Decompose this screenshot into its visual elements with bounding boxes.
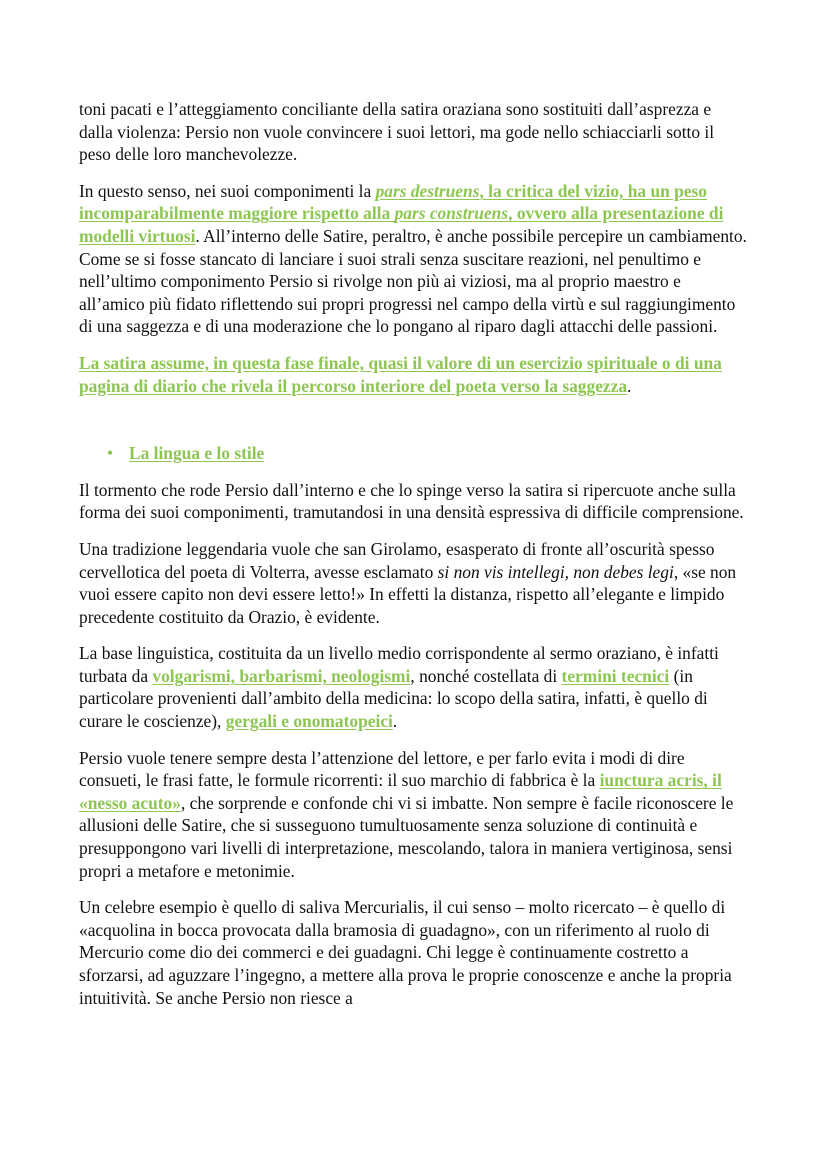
- section-spacer: [79, 411, 749, 442]
- highlight-modelli-virtuosi: , ovvero alla presentazione di modelli virtuosi: [79, 203, 724, 246]
- p5-text-b: , «se non vuoi essere capito non devi essere letto!» In effetti la distanza, rispetto all’elegante e limpido precedente costituito da Orazio, è evidente.: [79, 561, 737, 627]
- highlight-satira-finale: La satira assume, in questa fase finale, quasi il valore di un esercizio spirituale o di una pagina di diario che rivela il percorso interiore del poeta verso la saggezza: [79, 352, 722, 396]
- paragraph-6: [79, 642, 749, 732]
- p6-text-d: .: [392, 711, 398, 732]
- p6-text-c: (in particolare provenienti dall’ambito della medicina: lo scopo della satira, infatti, è quello di curare le coscienze),: [79, 665, 708, 732]
- paragraph-7: [79, 747, 749, 883]
- highlight-termini-tecnici: termini tecnici: [561, 665, 670, 686]
- highlight-iunctura-acris: iunctura acris, il «nesso acuto»: [79, 770, 722, 813]
- section-title: La lingua e lo stile: [129, 443, 265, 464]
- paragraph-1: toni pacati e l’atteggiamento conciliante della satira oraziana sono sostituiti dall’asprezza e dalla violenza: Persio non vuole convincere i suoi lettori, ma gode nello schiacciarli sotto il peso delle loro manchevolezze.: [79, 99, 715, 165]
- section-heading: [79, 442, 749, 465]
- p3-text-b: .: [627, 375, 632, 396]
- p7-text-a: Persio vuole tenere sempre desta l’attenzione del lettore, e per farlo evita i modi di dire consueti, le frasi fatte, le formule ricorrenti: il suo marchio di fabbrica è la: [79, 747, 685, 791]
- highlight-pars-destruens: pars destruens: [375, 180, 480, 201]
- p6-text-a: La base linguistica, costituita da un livello medio corrispondente al sermo oraziano, è infatti turbata da: [79, 643, 719, 686]
- p6-text-b: , nonché costellata di: [410, 665, 562, 686]
- highlight-critica-vizio: , la critica del vizio, ha un peso incomparabilmente maggiore rispetto alla: [79, 180, 707, 224]
- bullet-icon: •: [107, 443, 114, 464]
- p2-text-b: . All’interno delle Satire, peraltro, è anche possibile percepire un cambiamento. Come se si fosse stancato di lanciare i suoi strali senza suscitare reazioni, nel penultimo e nell’ultimo componimento Persio si rivolge non più ai viziosi, ma al proprio maestro e all’amico più fidato riflettendo sui propri progressi nel campo della virtù e sul raggiungimento di una saggezza e di una moderazione che lo pongano al riparo dagli attacchi delle passioni.: [79, 225, 747, 337]
- p2-text-a: In questo senso, nei suoi componimenti la: [79, 180, 376, 201]
- paragraph-5: [79, 538, 749, 628]
- p5-text-a: Una tradizione leggendaria vuole che san Girolamo, esasperato di fronte all’oscurità spesso cervellotica del poeta di Volterra, avesse esclamato: [79, 538, 715, 582]
- p7-text-b: , che sorprende e confonde chi vi si imbatte. Non sempre è facile riconoscere le allusioni delle Satire, che si susseguono tumultuosamente senza soluzione di continuità e presuppongono vari livelli di interpretazione, mescolando, talora in maniera vertiginosa, sensi propri a metafore e metonimie.: [79, 792, 734, 881]
- highlight-volgarismi: volgarismi, barbarismi, neologismi: [152, 665, 411, 686]
- document-page: [79, 98, 749, 1023]
- highlight-pars-construens: pars construens: [394, 203, 509, 224]
- paragraph-3: [79, 352, 749, 397]
- latin-quote: si non vis intellegi, non debes legi: [437, 561, 674, 582]
- paragraph-4: Il tormento che rode Persio dall’interno e che lo spinge verso la satira si ripercuote anche sulla forma dei suoi componimenti, tramutandosi in una densità espressiva di difficile comprensione.: [79, 479, 744, 523]
- highlight-gergali: gergali e onomatopeici: [225, 711, 393, 732]
- paragraph-8: Un celebre esempio è quello di saliva Mercurialis, il cui senso – molto ricercato – è quello di «acquolina in bocca provocata dalla bramosia di guadagno», con un riferimento al ruolo di Mercurio come dio dei commerci e dei guadagni. Chi legge è continuamente costretto a sforzarsi, ad aguzzare l’ingegno, a mettere alla prova le proprie conoscenze e anche la propria intuitività. Se anche Persio non riesce a: [79, 897, 732, 1008]
- paragraph-2: [79, 180, 749, 338]
